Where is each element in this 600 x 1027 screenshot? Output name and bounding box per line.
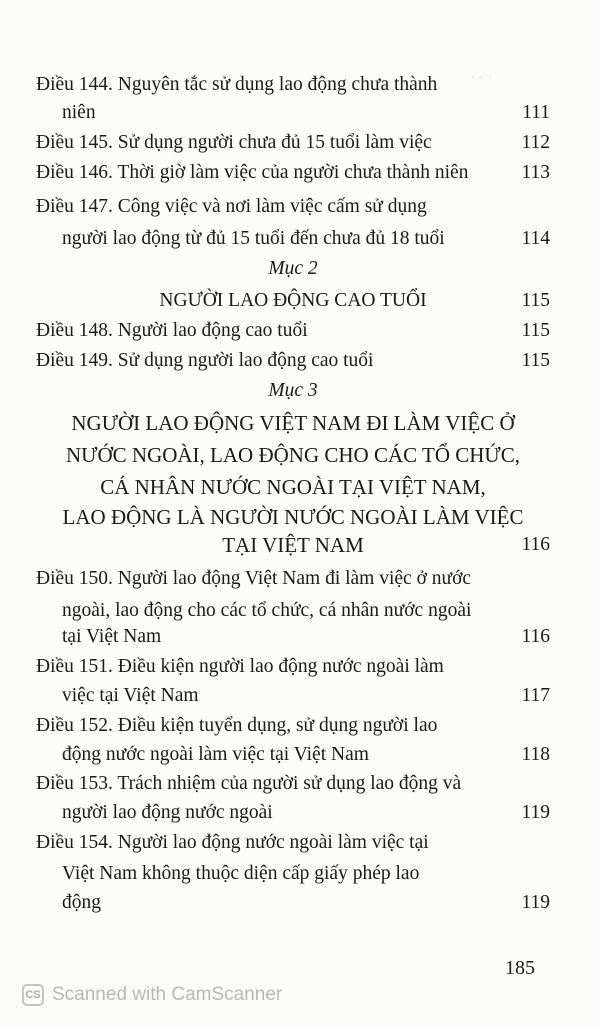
entry-text: người lao động từ đủ 15 tuổi đến chưa đủ 18 tuổi — [62, 228, 445, 249]
page-ref: 115 — [521, 290, 550, 311]
toc-entry-150[interactable] — [36, 567, 550, 591]
toc-entry-152-cont — [62, 743, 550, 767]
bleed-through: · · · — [470, 70, 493, 86]
toc-entry-147-cont — [62, 227, 550, 251]
toc-entry-153-cont — [62, 801, 550, 825]
entry-text: Điều 149. Sử dụng người lao động cao tuổi — [36, 350, 374, 371]
section-heading-3[interactable] — [36, 533, 550, 559]
toc-entry-150-cont2 — [62, 625, 550, 649]
toc-entry-151[interactable] — [36, 655, 550, 679]
entry-text: Điều 146. Thời giờ làm việc của người chưa thành niên — [36, 162, 469, 183]
section-heading-3-line-3: CÁ NHÂN NƯỚC NGOÀI TẠI VIỆT NAM, — [100, 475, 486, 499]
page-ref: 116 — [521, 534, 550, 555]
page-number: 185 — [505, 957, 535, 979]
entry-text: Điều 147. Công việc và nơi làm việc cấm sử dụng — [36, 196, 427, 217]
section-heading-3-line-1: NGƯỜI LAO ĐỘNG VIỆT NAM ĐI LÀM VIỆC Ở — [71, 411, 515, 435]
toc-entry-147[interactable] — [36, 195, 550, 219]
entry-text: Điều 151. Điều kiện người lao động nước ngoài làm — [36, 656, 444, 677]
toc-entry-148[interactable] — [36, 319, 550, 343]
section-heading-2[interactable] — [36, 289, 550, 313]
entry-text: tại Việt Nam — [62, 626, 162, 647]
toc-entry-151-cont — [62, 684, 550, 708]
toc-entry-154[interactable] — [36, 831, 550, 855]
page-ref: 116 — [521, 626, 550, 647]
entry-text: Điều 152. Điều kiện tuyển dụng, sử dụng người lao — [36, 715, 438, 736]
section-heading-3-line-4: LAO ĐỘNG LÀ NGƯỜI NƯỚC NGOÀI LÀM VIỆC — [62, 505, 524, 529]
page-ref: 113 — [521, 162, 550, 183]
entry-text: Điều 148. Người lao động cao tuổi — [36, 320, 308, 341]
page-ref: 111 — [522, 102, 550, 123]
toc-entry-146[interactable] — [36, 161, 550, 185]
toc-entry-152[interactable] — [36, 714, 550, 738]
toc-entry-154-cont — [62, 862, 550, 886]
page-ref: 118 — [521, 744, 550, 765]
logo-text: CS — [25, 989, 41, 1001]
camscanner-logo-icon — [22, 984, 44, 1006]
entry-text: người lao động nước ngoài — [62, 802, 273, 823]
entry-text: ngoài, lao động cho các tổ chức, cá nhân nước ngoài — [62, 600, 472, 621]
section-label-2: Mục 2 — [268, 258, 318, 279]
entry-text: niên — [62, 102, 96, 123]
toc-entry-149[interactable] — [36, 349, 550, 373]
section-label-3: Mục 3 — [268, 380, 318, 401]
toc-entry-154-cont2 — [62, 891, 550, 915]
page-ref: 114 — [521, 228, 550, 249]
section-title: TẠI VIỆT NAM — [222, 533, 364, 557]
entry-text: Việt Nam không thuộc diện cấp giấy phép lao — [62, 863, 420, 884]
entry-text: động — [62, 892, 101, 913]
entry-text: Điều 144. Nguyên tắc sử dụng lao động chưa thành — [36, 74, 438, 95]
toc-entry-150-cont — [62, 599, 550, 623]
page-ref: 115 — [521, 350, 550, 371]
toc-entry-145[interactable] — [36, 131, 550, 155]
section-title: NGƯỜI LAO ĐỘNG CAO TUỔI — [159, 290, 427, 311]
entry-text: Điều 153. Trách nhiệm của người sử dụng lao động và — [36, 773, 462, 794]
entry-text: Điều 145. Sử dụng người chưa đủ 15 tuổi làm việc — [36, 132, 432, 153]
entry-text: Điều 154. Người lao động nước ngoài làm việc tại — [36, 832, 429, 853]
page-ref: 119 — [521, 802, 550, 823]
page-ref: 115 — [521, 320, 550, 341]
watermark-text: Scanned with CamScanner — [52, 984, 283, 1005]
entry-text: Điều 150. Người lao động Việt Nam đi làm việc ở nước — [36, 568, 472, 589]
page-ref: 117 — [521, 685, 550, 706]
scanner-watermark — [22, 983, 282, 1007]
entry-text: động nước ngoài làm việc tại Việt Nam — [62, 744, 369, 765]
toc-entry-153[interactable] — [36, 772, 550, 796]
page-ref: 119 — [521, 892, 550, 913]
entry-text: việc tại Việt Nam — [62, 685, 199, 706]
page-ref: 112 — [521, 132, 550, 153]
section-heading-3-line-2: NƯỚC NGOÀI, LAO ĐỘNG CHO CÁC TỔ CHỨC, — [66, 443, 520, 467]
toc-entry-144[interactable] — [36, 73, 550, 97]
toc-entry-144-cont — [62, 101, 550, 125]
